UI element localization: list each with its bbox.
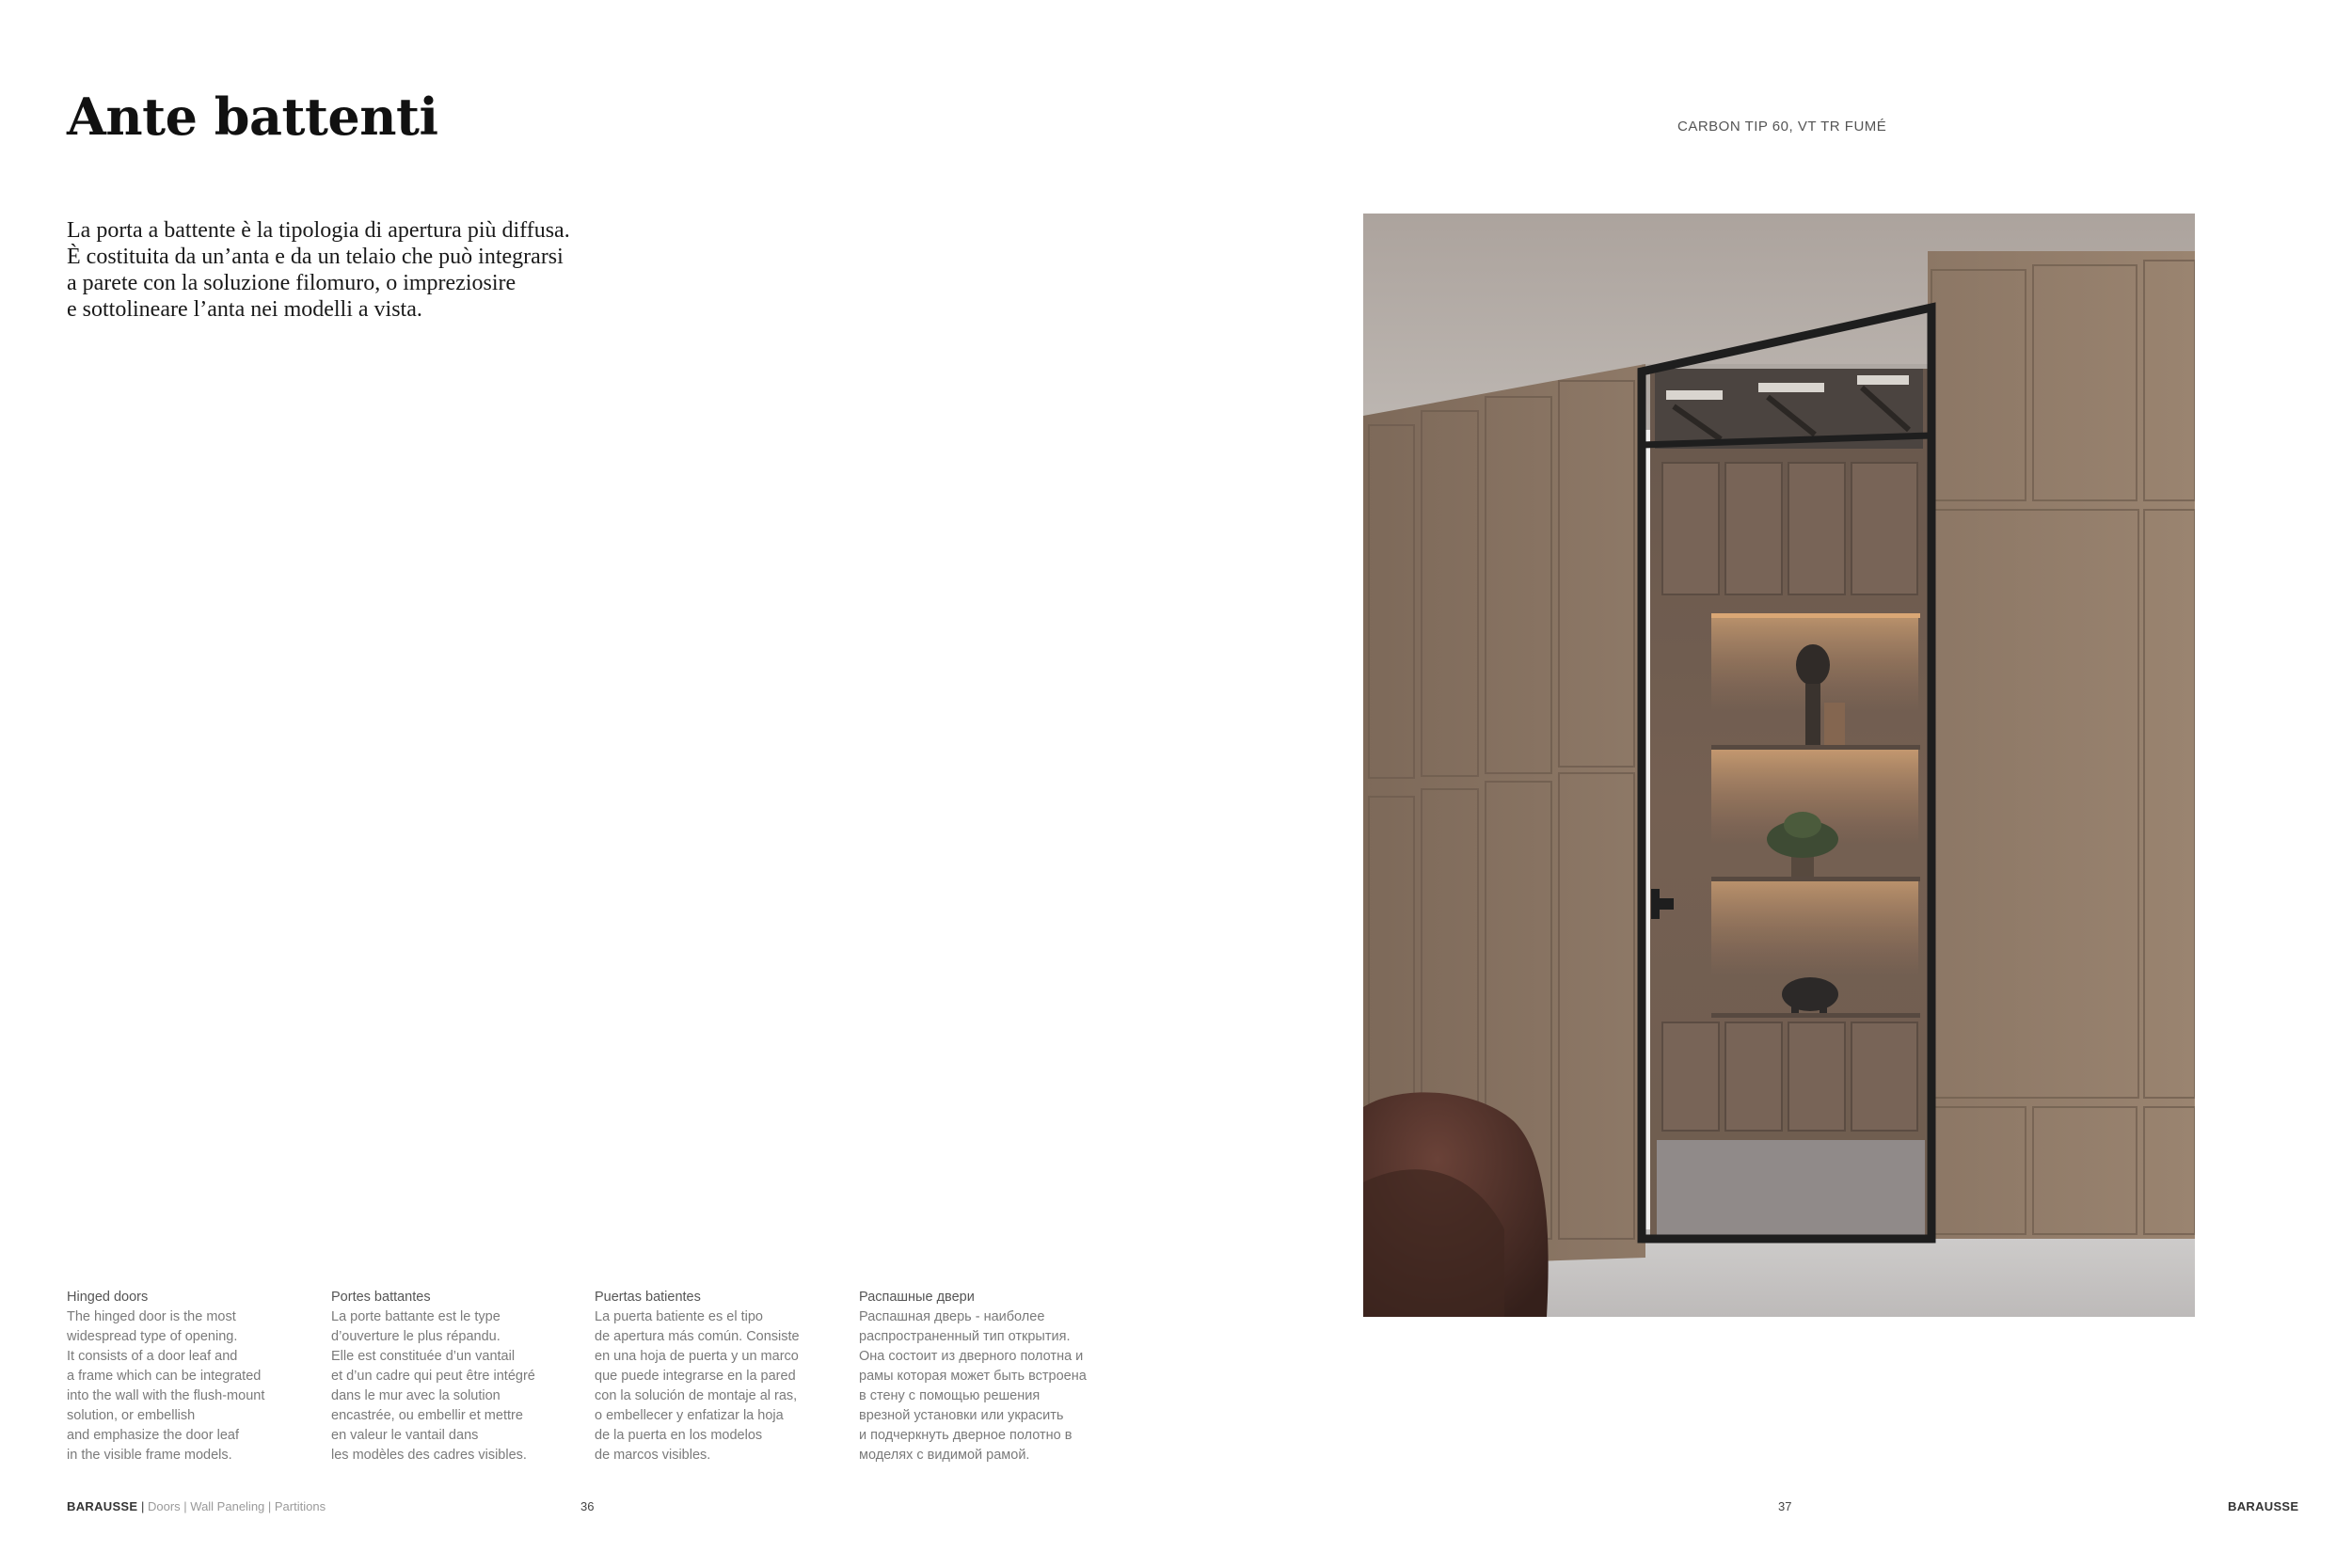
intro-line: e sottolineare l’anta nei modelli a vista. [67,297,422,322]
page-number-left: 36 [580,1499,595,1513]
column-line: que puede integrarse en la pared [595,1369,796,1384]
column-line: d’ouverture le plus répandu. [331,1329,501,1344]
column-line: in the visible frame models. [67,1448,232,1463]
column-line: solution, or embellish [67,1408,196,1423]
column-line: encastrée, ou embellir et mettre [331,1408,523,1423]
column-line: распространенный тип открытия. [859,1329,1071,1344]
footer-subtitle: Doors | Wall Paneling | Partitions [148,1499,326,1513]
column-line: dans le mur avec la solution [331,1388,501,1403]
column-line: The hinged door is the most [67,1309,236,1324]
footer-brand: BARAUSSE [67,1499,138,1513]
intro-line: a parete con la soluzione filomuro, o impreziosire [67,271,516,295]
column-line: en una hoja de puerta y un marco [595,1349,799,1364]
footer-brand-right: BARAUSSE [2228,1499,2299,1513]
column-line: et d’un cadre qui peut être intégré [331,1369,535,1384]
intro-paragraph [67,217,669,323]
column-line: widespread type of opening. [67,1329,238,1344]
column-line: en valeur le vantail dans [331,1428,479,1443]
column-line: Распашная дверь - наиболее [859,1309,1045,1324]
column-line: La porte battante est le type [331,1309,501,1324]
image-caption: CARBON TIP 60, VT TR FUMÉ [1677,119,1887,135]
column-line: Elle est constituée d’un vantail [331,1349,516,1364]
text-column-spanish [595,1288,849,1465]
column-line: les modèles des cadres visibles. [331,1448,527,1463]
column-line: Она состоит из дверного полотна и [859,1349,1084,1364]
column-title: Hinged doors [67,1290,149,1305]
column-line: o embellecer y enfatizar la hoja [595,1408,784,1423]
column-line: de la puerta en los modelos [595,1428,763,1443]
column-line: La puerta batiente es el tipo [595,1309,763,1324]
intro-line: La porta a battente è la tipologia di apertura più diffusa. [67,218,570,243]
column-title: Portes battantes [331,1290,431,1305]
column-line: de marcos visibles. [595,1448,711,1463]
column-title: Распашные двери [859,1290,975,1305]
footer-left [67,1499,326,1513]
column-line: в стену с помощью решения [859,1388,1041,1403]
intro-line: È costituita da un’anta e da un telaio che può integrarsi [67,245,564,269]
column-line: de apertura más común. Consiste [595,1329,800,1344]
text-column-french [331,1288,585,1465]
column-line: and emphasize the door leaf [67,1428,239,1443]
column-line: врезной установки или украсить [859,1408,1064,1423]
column-line: рамы которая может быть встроена [859,1369,1087,1384]
footer-separator: | [140,1499,145,1513]
column-line: It consists of a door leaf and [67,1349,238,1364]
page-title: Ante battenti [67,87,438,147]
product-photo [1363,214,2195,1317]
column-line: моделях с видимой рамой. [859,1448,1030,1463]
column-line: и подчеркнуть дверное полотно в [859,1428,1073,1443]
column-line: into the wall with the flush-mount [67,1388,265,1403]
text-column-english [67,1288,321,1465]
column-line: a frame which can be integrated [67,1369,262,1384]
column-title: Puertas batientes [595,1290,701,1305]
text-column-russian [859,1288,1113,1465]
column-line: con la solución de montaje al ras, [595,1388,798,1403]
page-number-right: 37 [1778,1499,1792,1513]
